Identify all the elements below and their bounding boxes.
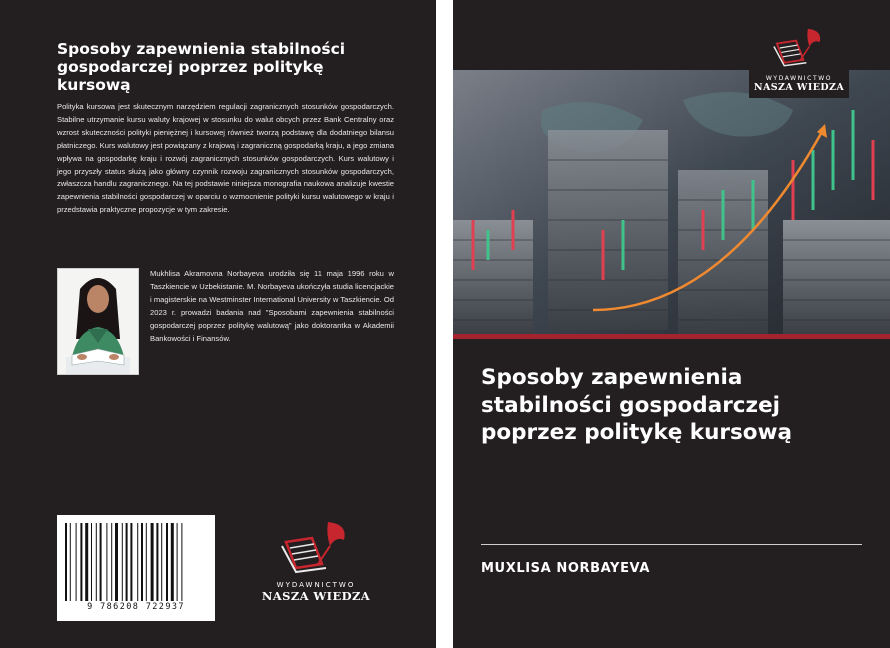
book-quill-icon xyxy=(771,26,827,70)
barcode-bar xyxy=(91,523,92,601)
barcode-bar xyxy=(137,523,138,601)
barcode-bar xyxy=(80,523,82,601)
cover-illustration xyxy=(453,70,890,334)
barcode-bar xyxy=(106,523,107,601)
barcode-bar xyxy=(141,523,143,601)
publisher-name: NASZA WIEDZA xyxy=(261,589,371,603)
barcode-bar xyxy=(161,523,162,601)
barcode-bar xyxy=(96,523,97,601)
back-cover-title: Sposoby zapewnienia stabilności gospodarczej poprzez politykę kursową xyxy=(57,40,346,94)
barcode-bar xyxy=(130,523,132,601)
publisher-label: WYDAWNICTWO xyxy=(765,75,833,82)
barcode-bar xyxy=(181,523,182,601)
accent-divider xyxy=(453,334,890,339)
barcode-bar xyxy=(151,523,154,601)
back-publisher-logo xyxy=(256,520,376,603)
barcode-bar xyxy=(85,523,88,601)
author-divider xyxy=(481,544,862,545)
author-name: MUXLISA NORBAYEVA xyxy=(481,561,650,576)
book-summary: Polityka kursowa jest skutecznym narzędziem regulacji zagranicznych stosunków gospodarczych. Stabilne utrzymanie kursu waluty krajowej w stosunku do walut obcych przez Bank Centralny oraz wzrost skuteczności polityki pieniężnej i kursowej również tworzą podstawę dla dodatniego bilansu płatniczego. Kurs walutowy jest powiązany z krajową i zagraniczną gospodarką kraju, a jego zmiana wpływa na gospodarkę kraju i rozwój zagranicznych stosunków gospodarczych. Kurs walutowy i jego przyszły status służą jako główny czynnik rozwoju zagranicznych stosunków gospodarczych, zwłaszcza handlu zagranicznego. Na tej podstawie niniejsza monografia naukowa analizuje kwestie zapewnienia stabilności gospodarczej w oparciu o wzmocnienie polityki kursu walutowego w kraju i przedstawia praktyczne propozycje w tym zakresie. xyxy=(57,102,394,215)
barcode-bar xyxy=(111,523,112,601)
barcode-bar xyxy=(122,523,123,601)
barcode-bar xyxy=(76,523,77,601)
barcode-bar xyxy=(100,523,102,601)
author-photo xyxy=(57,268,139,375)
barcode-bar xyxy=(115,523,118,601)
book-quill-icon xyxy=(278,520,354,576)
back-cover xyxy=(0,0,436,648)
barcode-bar xyxy=(65,523,67,601)
barcode xyxy=(57,515,215,621)
barcode-bar xyxy=(70,523,71,601)
barcode-bar xyxy=(156,523,158,601)
barcode-bar xyxy=(177,523,178,601)
barcode-bar xyxy=(146,523,147,601)
barcode-bar xyxy=(171,523,174,601)
author-bio: Mukhlisa Akramovna Norbayeva urodziła się 11 maja 1996 roku w Taszkiencie w Uzbekistanie. M. Norbayeva ukończyła studia licencjackie i magisterskie na Westminster International University w Taszkiencie. Od 2023 r. prowadzi badania nad "Sposobami zapewnienia stabilności gospodarczej poprzez politykę walutową" jako doktorantka w Akademii Bankowości i Finansów. xyxy=(150,269,394,343)
isbn-number: 9 786208 722937 xyxy=(87,602,185,612)
publisher-name: NASZA WIEDZA xyxy=(753,82,845,93)
front-cover-title: Sposoby zapewnienia stabilności gospodarczej poprzez politykę kursową xyxy=(481,365,792,445)
publisher-label: WYDAWNICTWO xyxy=(276,581,356,589)
barcode-bar xyxy=(126,523,128,601)
front-publisher-logo xyxy=(749,22,849,98)
barcode-bar xyxy=(166,523,168,601)
front-cover xyxy=(453,0,890,648)
